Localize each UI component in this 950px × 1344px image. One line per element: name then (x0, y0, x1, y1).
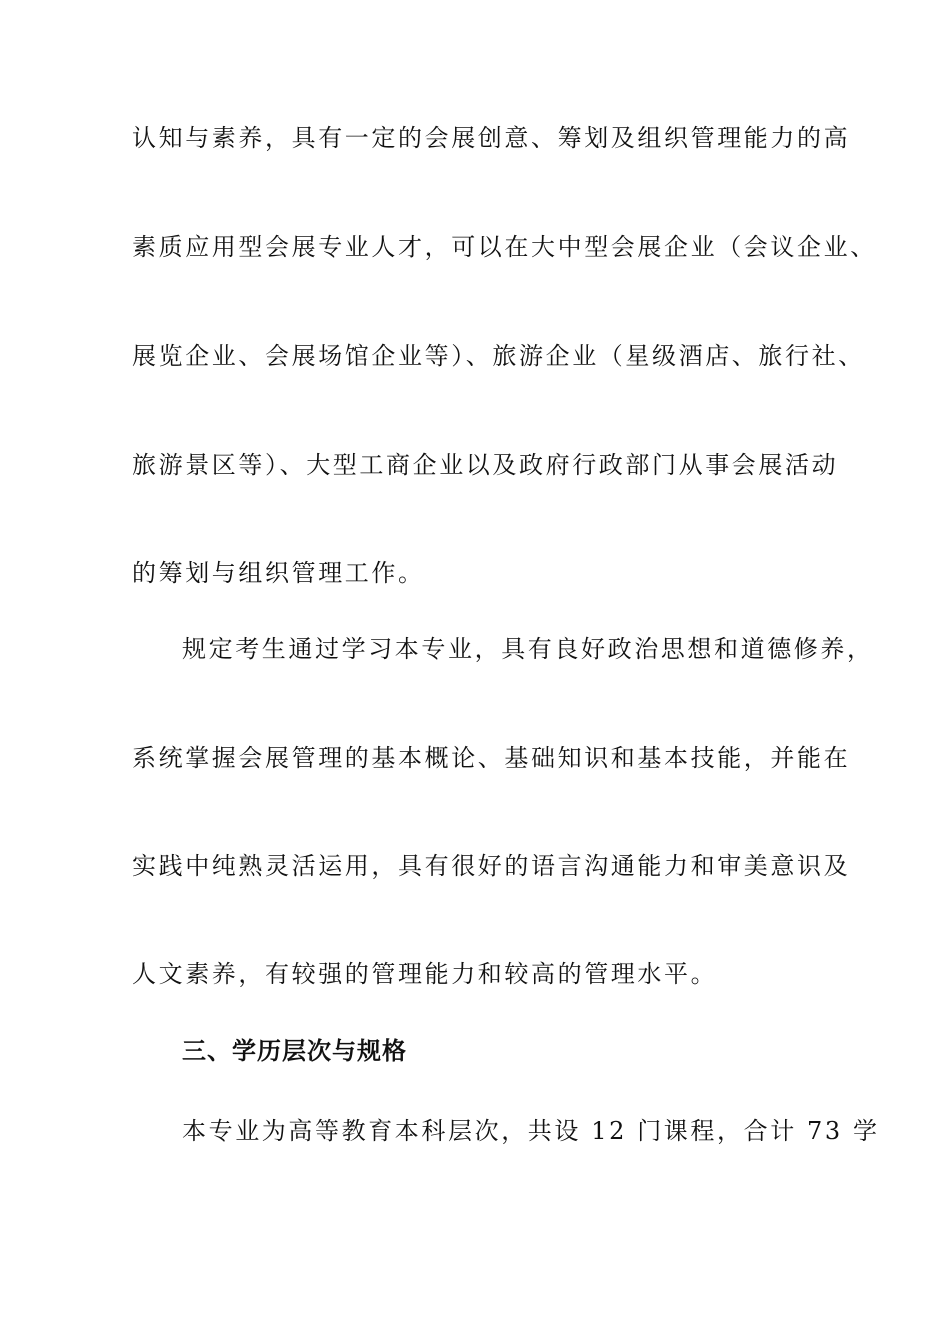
text-line: 的筹划与组织管理工作。 (132, 559, 425, 587)
text-line: 人文素养，有较强的管理能力和较高的管理水平。 (132, 960, 718, 988)
text-line: 实践中纯熟灵活运用，具有很好的语言沟通能力和审美意识及 (132, 852, 851, 880)
text-line: 展览企业、会展场馆企业等）、旅游企业（星级酒店、旅行社、 (132, 342, 865, 370)
text-line: 本专业为高等教育本科层次，共设 12 门课程，合计 73 学 (182, 1117, 880, 1145)
section-heading: 三、学历层次与规格 (182, 1037, 407, 1065)
text-line: 旅游景区等）、大型工商企业以及政府行政部门从事会展活动 (132, 451, 839, 479)
text-line: 规定考生通过学习本专业，具有良好政治思想和道德修养， (182, 635, 874, 663)
text-line: 认知与素养，具有一定的会展创意、筹划及组织管理能力的高 (132, 124, 851, 152)
text-line: 系统掌握会展管理的基本概论、基础知识和基本技能，并能在 (132, 744, 851, 772)
text-line: 素质应用型会展专业人才，可以在大中型会展企业（会议企业、 (132, 233, 877, 261)
